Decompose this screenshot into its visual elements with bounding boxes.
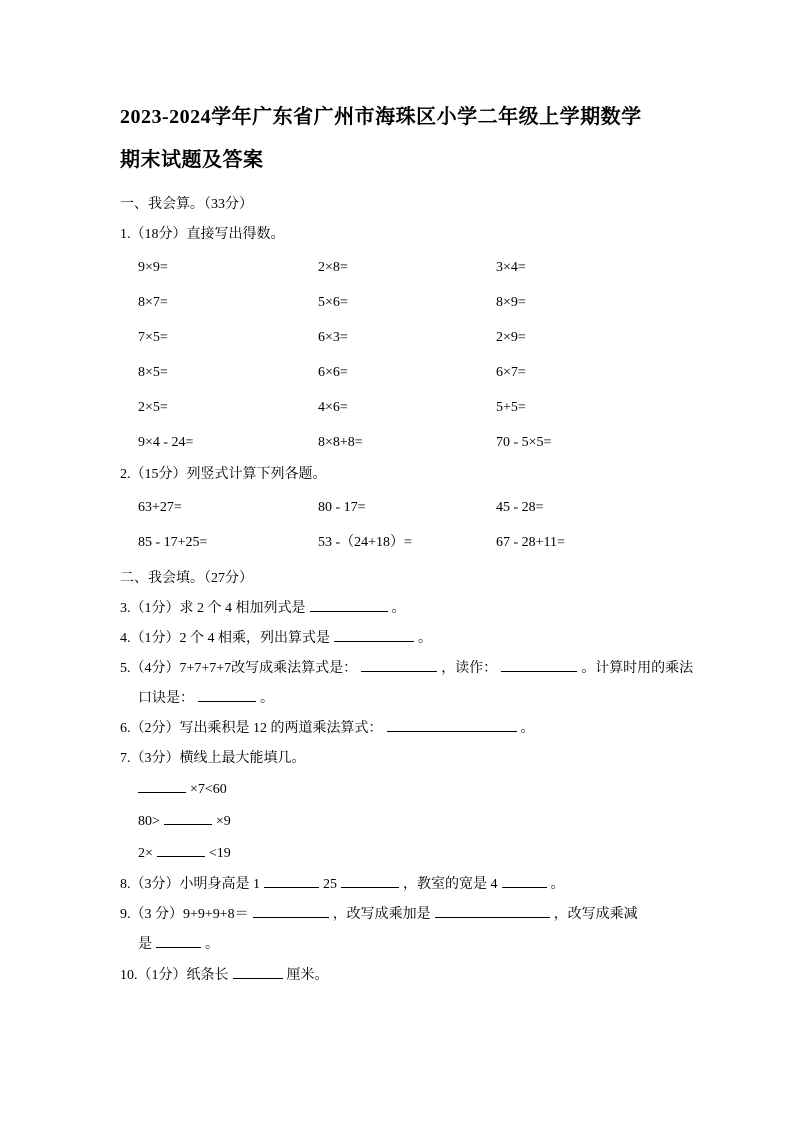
question-1-stem: 1.（18分）直接写出得数。: [120, 227, 285, 242]
q10-text-post: 厘米。: [286, 968, 329, 983]
calc-expression: 2×8=: [318, 260, 348, 275]
question-7-line-2: [120, 806, 677, 838]
q3-text-post: 。: [391, 601, 406, 616]
calc-expression: 8×9=: [496, 295, 526, 310]
calc-expression: 5+5=: [496, 400, 526, 415]
q8-text-4: 。: [550, 877, 565, 892]
question-8: [120, 870, 677, 900]
answer-blank: [334, 628, 414, 642]
q10-text-pre: 10.（1分）纸条长: [120, 968, 229, 983]
q9-text-3: ，改写成乘减: [553, 907, 638, 922]
section-2-heading: 二、我会填。（27分）: [120, 571, 253, 586]
q5-text-1: 5.（4分）7+7+7+7改写成乘法算式是：: [120, 661, 358, 676]
answer-blank: [341, 874, 399, 888]
question-5: [120, 654, 694, 684]
q8-text-1: 8.（3分）小明身高是 1: [120, 877, 260, 892]
calc-expression: 7×5=: [138, 330, 168, 345]
calc-expression: 9×9=: [138, 260, 168, 275]
q7-line2-pre: 80>: [138, 814, 160, 829]
calc-expression: 2×9=: [496, 330, 526, 345]
question-2-grid: [120, 490, 677, 560]
title-line-2: 期末试题及答案: [120, 149, 264, 171]
calc-expression: 3×4=: [496, 260, 526, 275]
calc-expression: 63+27=: [138, 500, 182, 515]
answer-blank: [435, 904, 550, 918]
q5-text-4: 口诀是：: [138, 691, 194, 706]
answer-blank: [310, 598, 388, 612]
q7-line3-pre: 2×: [138, 846, 153, 861]
q7-line1-text: ×7<60: [190, 782, 227, 797]
document-title: [120, 96, 677, 182]
question-4: [120, 624, 677, 654]
answer-blank: [264, 874, 319, 888]
calc-expression: 53 -（24+18）=: [318, 535, 412, 550]
answer-blank: [501, 658, 577, 672]
answer-blank: [253, 904, 329, 918]
calc-expression: 85 - 17+25=: [138, 535, 208, 550]
q9-text-4: 是: [138, 937, 152, 952]
calc-expression: 45 - 28=: [496, 500, 544, 515]
answer-blank: [156, 934, 201, 948]
answer-blank: [233, 965, 283, 979]
q6-text-post: 。: [520, 721, 535, 736]
question-6: [120, 714, 677, 744]
calc-expression: 8×5=: [138, 365, 168, 380]
q4-text-pre: 4.（1分）2 个 4 相乘，列出算式是: [120, 631, 330, 646]
question-7-stem: 7.（3分）横线上最大能填几。: [120, 751, 306, 766]
q3-text-pre: 3.（1分）求 2 个 4 相加列式是: [120, 601, 306, 616]
section-1-heading: 一、我会算。（33分）: [120, 197, 253, 212]
calc-expression: 4×6=: [318, 400, 348, 415]
title-line-1: 2023-2024学年广东省广州市海珠区小学二年级上学期数学: [120, 106, 642, 128]
question-3: [120, 594, 677, 624]
calc-expression: 67 - 28+11=: [496, 535, 565, 550]
calc-expression: 70 - 5×5=: [496, 435, 552, 450]
q7-line2-post: ×9: [215, 814, 231, 829]
question-9: [120, 900, 677, 930]
answer-blank: [164, 811, 212, 825]
calc-expression: 6×6=: [318, 365, 348, 380]
question-7-line-1: [120, 774, 677, 806]
question-1-grid: [120, 250, 677, 460]
calc-expression: 2×5=: [138, 400, 168, 415]
question-9-continued: [120, 930, 677, 960]
question-5-continued: [120, 684, 677, 714]
answer-blank: [138, 779, 186, 793]
q8-text-2: 25: [323, 877, 337, 892]
calc-expression: 9×4 - 24=: [138, 435, 194, 450]
calc-expression: 6×3=: [318, 330, 348, 345]
question-7-line-3: [120, 838, 677, 870]
q8-text-3: ，教室的宽是 4: [403, 877, 498, 892]
answer-blank: [502, 874, 547, 888]
calc-expression: 5×6=: [318, 295, 348, 310]
question-10: [120, 960, 677, 992]
q9-text-5: 。: [205, 937, 219, 952]
answer-blank: [198, 688, 256, 702]
q5-text-3: 。计算时用的乘法: [581, 661, 694, 676]
q6-text-pre: 6.（2分）写出乘积是 12 的两道乘法算式：: [120, 721, 383, 736]
calc-expression: 8×8+8=: [318, 435, 363, 450]
q4-text-post: 。: [418, 631, 432, 646]
q5-text-5: 。: [260, 691, 274, 706]
answer-blank: [361, 658, 437, 672]
calc-expression: 8×7=: [138, 295, 168, 310]
question-2-stem: 2.（15分）列竖式计算下列各题。: [120, 467, 327, 482]
q9-text-2: ，改写成乘加是: [332, 907, 431, 922]
answer-blank: [157, 843, 205, 857]
q7-line3-post: <19: [208, 846, 231, 861]
calc-expression: 6×7=: [496, 365, 526, 380]
calc-expression: 80 - 17=: [318, 500, 366, 515]
answer-blank: [387, 718, 517, 732]
q5-text-2: ，读作：: [441, 661, 498, 676]
q9-text-1: 9.（3 分）9+9+9+8＝: [120, 907, 249, 922]
